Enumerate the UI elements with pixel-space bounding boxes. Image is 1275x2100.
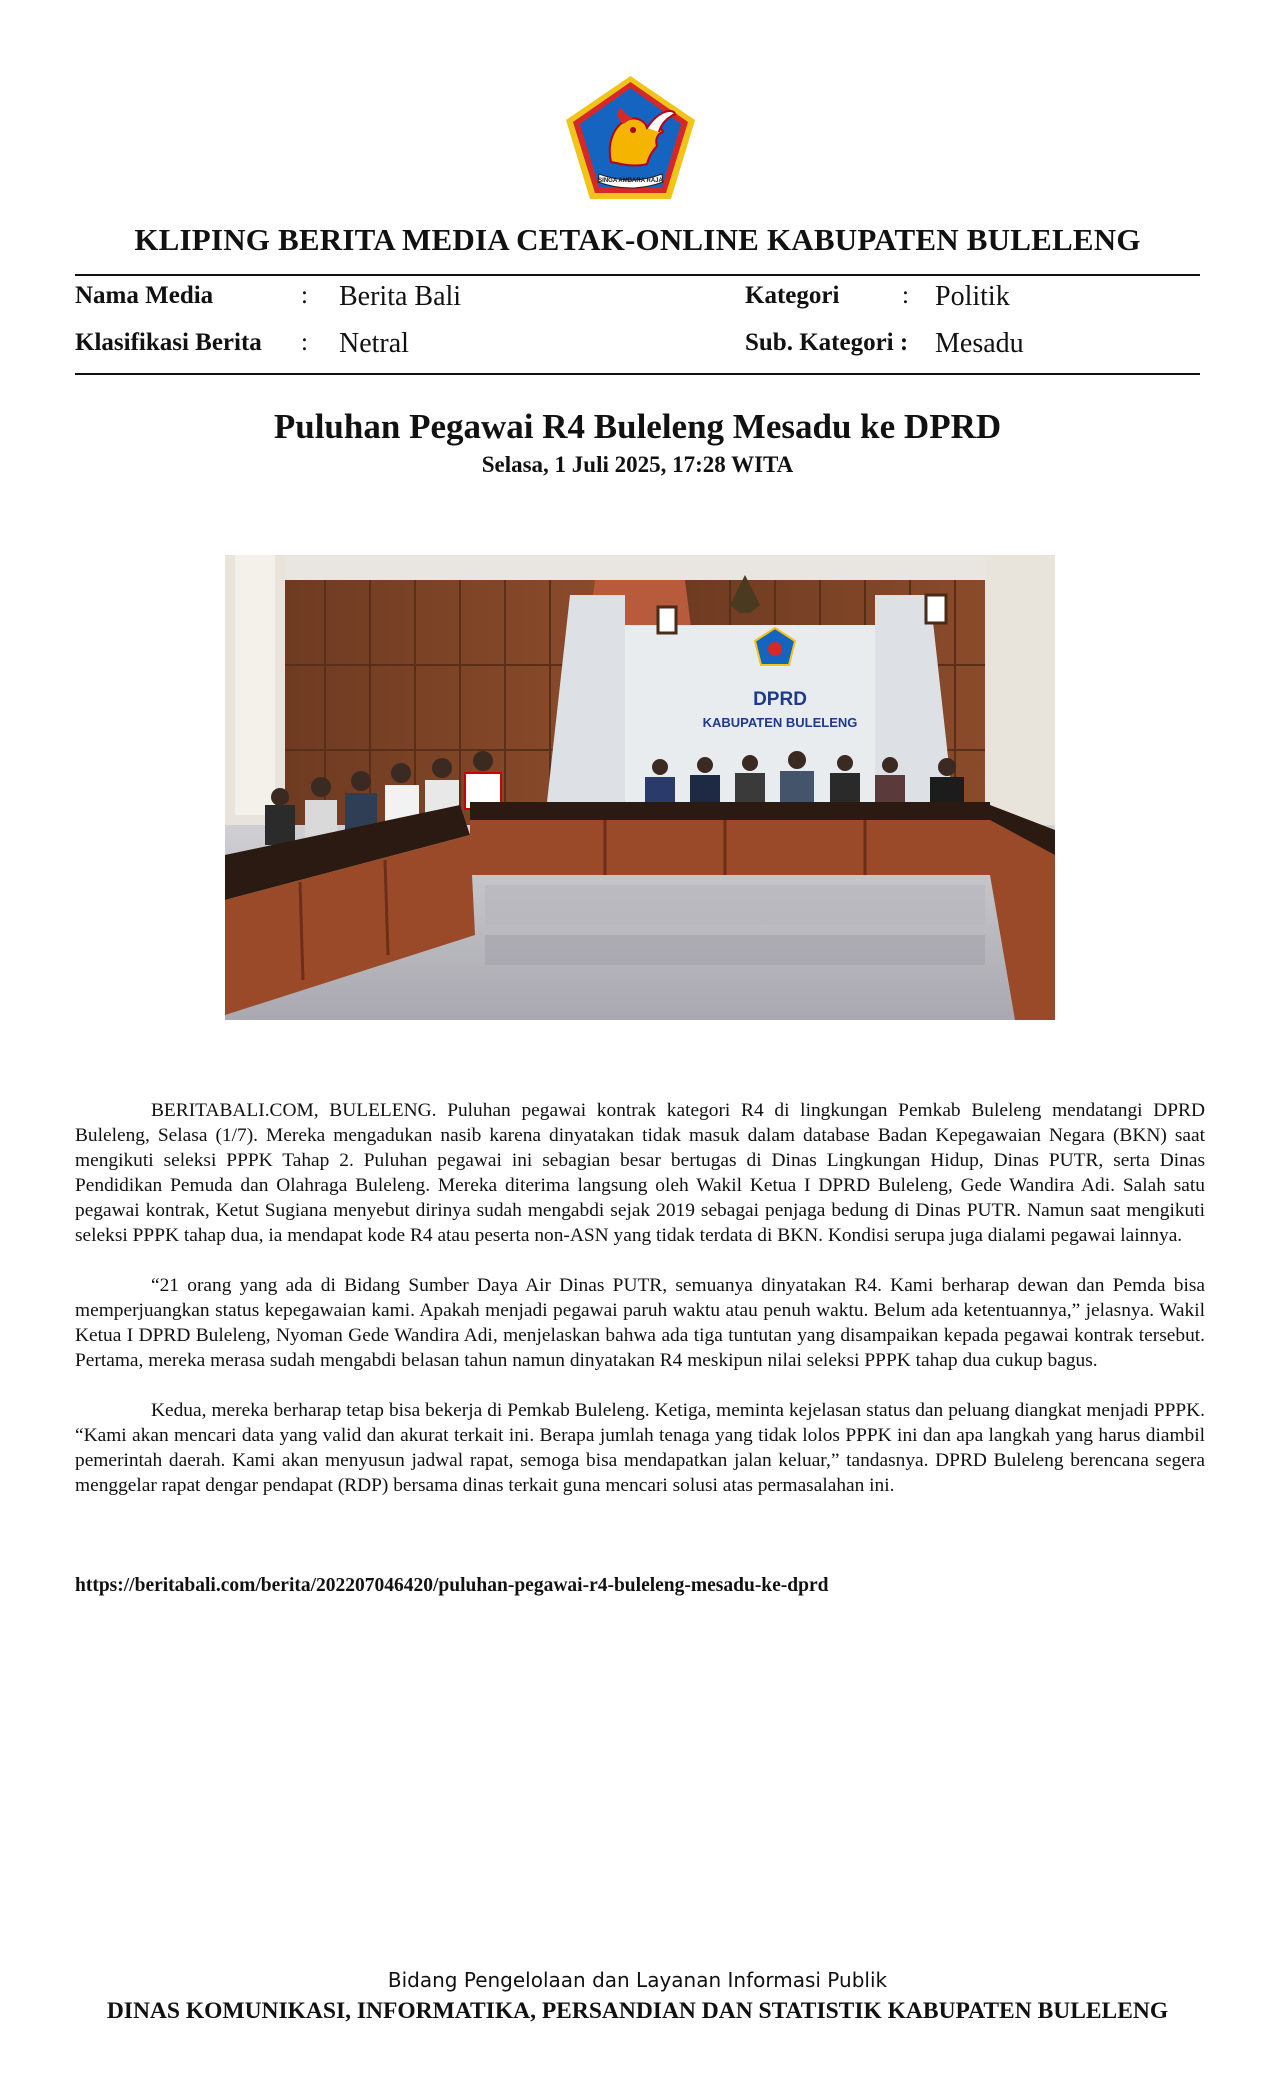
category-colon: :: [902, 282, 909, 309]
dprd-meeting-room-photo: [225, 555, 1055, 1020]
media-label: Nama Media: [75, 282, 214, 309]
classification-colon: :: [301, 329, 308, 356]
article-date: Selasa, 1 Juli 2025, 17:28 WITA: [481, 452, 794, 477]
buleleng-regency-crest-icon: [563, 74, 698, 202]
page-title: KLIPING BERITA MEDIA CETAK-ONLINE KABUPATEN BULELENG: [134, 222, 1141, 257]
media-value: Berita Bali: [339, 281, 462, 312]
classification-value: Netral: [339, 328, 409, 359]
wall-sign-dprd: DPRD: [753, 689, 807, 710]
subcategory-label: Sub. Kategori :: [745, 329, 909, 356]
media-colon: :: [301, 282, 308, 309]
category-value: Politik: [935, 281, 1010, 312]
article-title: Puluhan Pegawai R4 Buleleng Mesadu ke DPRD: [273, 407, 1002, 446]
footer-department: Bidang Pengelolaan dan Layanan Informasi Publik: [387, 1968, 888, 1992]
article-paragraph: “21 orang yang ada di Bidang Sumber Daya Air Dinas PUTR, semuanya dinyatakan R4. Kami berharap dewan dan Pemda bisa memperjuangkan status kepegawaian kami. Apakah menjadi pegawai paruh waktu atau penuh waktu. Belum ada ketentuannya,” jelasnya. Wakil Ketua I DPRD Buleleng, Nyoman Gede Wandira Adi, menjelaskan bahwa ada tiga tuntutan yang disampaikan kepada pegawai kontrak tersebut. Pertama, mereka merasa sudah mengabdi belasan tahun namun dinyatakan R4 meskipun nilai seleksi PPPK tahap dua cukup bagus.: [75, 1275, 1205, 1371]
wall-sign-kabupaten: KABUPATEN BULELENG: [702, 715, 858, 730]
article-paragraph: Kedua, mereka berharap tetap bisa bekerja di Pemkab Buleleng. Ketiga, meminta kejelasan status dan peluang diangkat menjadi PPPK. “Kami akan mencari data yang valid dan akurat terkait ini. Berapa jumlah tenaga yang tidak lolos PPPK ini dan apa langkah yang harus diambil pemerintah daerah. Kami akan menyusun jadwal rapat, semoga bisa mendapatkan jalan keluar,” tandasnya. DPRD Buleleng berencana segera menggelar rapat dengar pendapat (RDP) bersama dinas terkait guna mencari solusi atas permasalahan ini.: [75, 1400, 1205, 1496]
classification-label: Klasifikasi Berita: [75, 329, 262, 356]
subcategory-value: Mesadu: [935, 328, 1024, 359]
source-url: https://beritabali.com/berita/202207046420/puluhan-pegawai-r4-buleleng-mesadu-ke-dprd: [75, 1575, 829, 1596]
footer-agency: DINAS KOMUNIKASI, INFORMATIKA, PERSANDIAN DAN STATISTIK KABUPATEN BULELENG: [106, 1998, 1169, 2024]
header-bottom-divider: [75, 373, 1200, 375]
article-body: [75, 1098, 1205, 1523]
category-label: Kategori: [745, 282, 840, 309]
header-top-divider: [75, 274, 1200, 276]
article-paragraph: BERITABALI.COM, BULELENG. Puluhan pegawai kontrak kategori R4 di lingkungan Pemkab Buleleng mendatangi DPRD Buleleng, Selasa (1/7). Mereka mengadukan nasib karena dinyatakan tidak masuk dalam database Badan Kepegawaian Negara (BKN) saat mengikuti seleksi PPPK Tahap 2. Puluhan pegawai ini sebagian besar bertugas di Dinas Lingkungan Hidup, Dinas PUTR, serta Dinas Pendidikan Pemuda dan Olahraga Buleleng. Mereka diterima langsung oleh Wakil Ketua I DPRD Buleleng, Gede Wandira Adi. Salah satu pegawai kontrak, Ketut Sugiana menyebut dirinya sudah mengabdi sejak 2019 sebagai penjaga bedung di Dinas PUTR. Namun saat mengikuti seleksi PPPK tahap dua, ia mendapat kode R4 atau peserta non-ASN yang tidak terdata di BKN. Kondisi serupa juga dialami pegawai lainnya.: [75, 1100, 1205, 1246]
crest-motto: SINGA AMBARA RAJA: [598, 178, 663, 184]
